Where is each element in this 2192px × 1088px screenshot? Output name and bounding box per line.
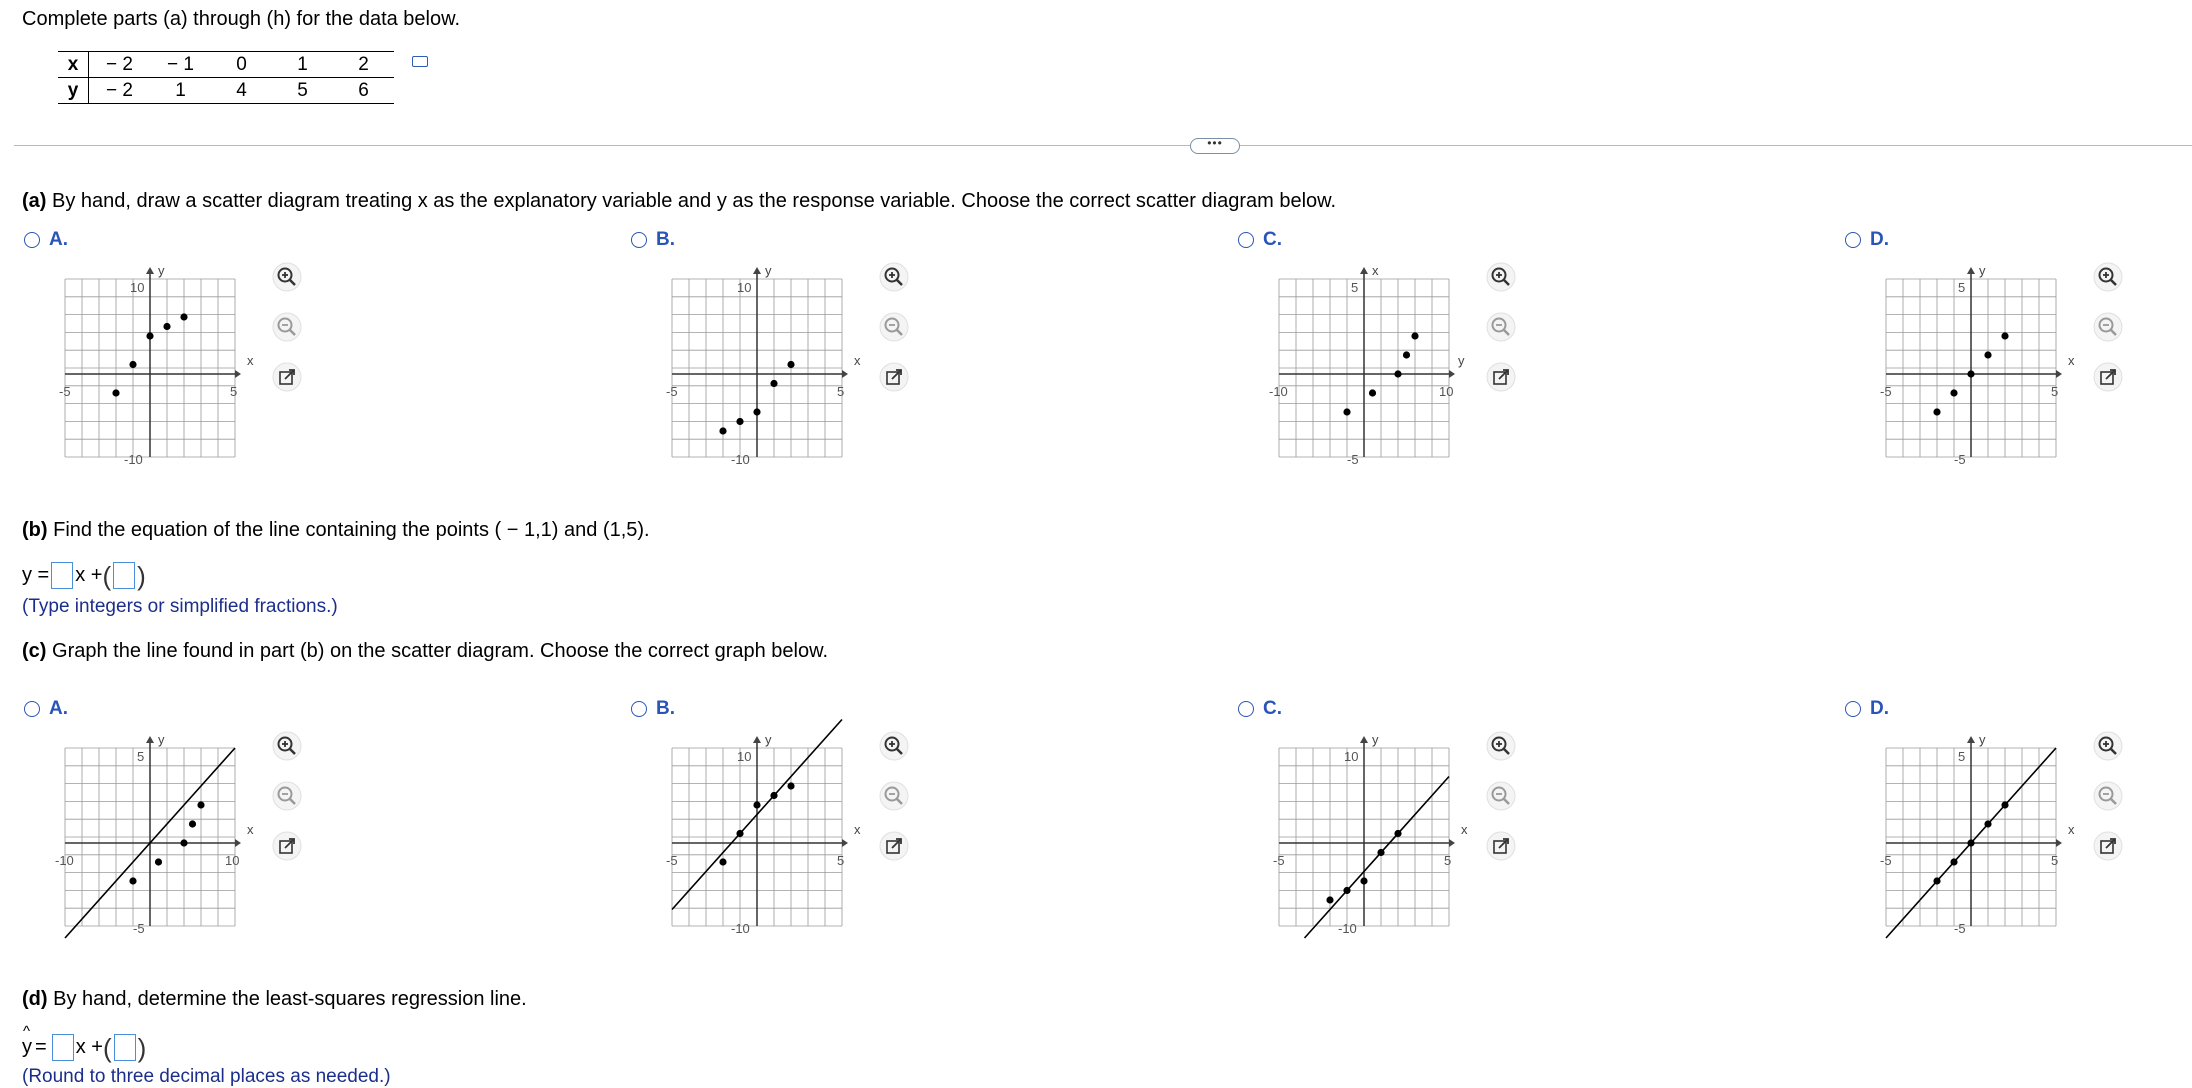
- y-min-label: -10: [731, 452, 750, 467]
- option-c2[interactable]: [631, 698, 675, 720]
- y-hat-symbol: ^ y: [22, 1036, 32, 1059]
- zoom-in-icon[interactable]: [1486, 262, 1516, 292]
- open-new-window-icon[interactable]: [272, 362, 302, 392]
- intercept-input-group: ( ): [102, 1032, 147, 1063]
- x-max-label: 5: [2051, 853, 2059, 868]
- x-header: x: [58, 52, 89, 78]
- option-a1[interactable]: [24, 229, 68, 251]
- data-point: [180, 839, 187, 846]
- data-point: [1950, 389, 1957, 396]
- y-max-label: 5: [137, 749, 145, 764]
- x-value: − 1: [150, 52, 211, 78]
- y-value: 5: [272, 78, 333, 104]
- option-letter: A.: [49, 698, 68, 719]
- x-min-label: -5: [1880, 384, 1892, 399]
- y-axis-label: y: [1372, 732, 1379, 747]
- radio-button[interactable]: [631, 701, 647, 717]
- option-a3[interactable]: [1238, 229, 1282, 251]
- x-min-label: -5: [1880, 853, 1892, 868]
- tools-c3: [1486, 731, 1516, 767]
- data-point: [129, 361, 136, 368]
- radio-button[interactable]: [631, 232, 647, 248]
- open-new-window-icon[interactable]: [2093, 362, 2123, 392]
- x-axis-arrow-icon: [842, 839, 848, 847]
- y-axis-label: y: [1979, 732, 1986, 747]
- part-d-equation: [22, 1034, 146, 1061]
- part-b-label: (b): [22, 519, 48, 541]
- x-axis-label: x: [2068, 353, 2075, 368]
- scatter-graph-a3: [1269, 262, 1465, 467]
- instructions: Complete parts (a) through (h) for the data below.: [22, 8, 461, 30]
- zoom-out-icon[interactable]: [272, 312, 302, 342]
- part-c-question: [22, 640, 828, 663]
- zoom-in-icon[interactable]: [2093, 262, 2123, 292]
- option-letter: C.: [1263, 229, 1282, 250]
- x-axis-label: x: [2068, 822, 2075, 837]
- scatter-graph-a4: [1876, 262, 2075, 467]
- zoom-in-icon[interactable]: [879, 262, 909, 292]
- data-point: [736, 830, 743, 837]
- y-axis-arrow-icon: [753, 267, 761, 274]
- zoom-out-icon[interactable]: [879, 312, 909, 342]
- data-point: [163, 323, 170, 330]
- open-new-window-icon[interactable]: [879, 831, 909, 861]
- scatter-graph-a2: [662, 262, 861, 467]
- data-point: [2001, 332, 2008, 339]
- data-point: [787, 361, 794, 368]
- zoom-out-icon[interactable]: [879, 781, 909, 811]
- y-min-label: -10: [1338, 921, 1357, 936]
- y-axis-arrow-icon: [146, 267, 154, 274]
- part-d-text: By hand, determine the least-squares regression line.: [47, 988, 527, 1010]
- part-d-label: (d): [22, 988, 48, 1010]
- y-max-label: 5: [1958, 749, 1966, 764]
- data-point: [1967, 370, 1974, 377]
- part-b-hint: (Type integers or simplified fractions.): [22, 596, 338, 617]
- data-point: [1394, 370, 1401, 377]
- fitted-line: [1305, 777, 1450, 939]
- y-axis-arrow-icon: [1360, 736, 1368, 743]
- data-point: [189, 820, 196, 827]
- data-point: [753, 801, 760, 808]
- y-value: 6: [333, 78, 394, 104]
- open-new-window-icon[interactable]: [1486, 831, 1516, 861]
- x-max-label: 10: [225, 853, 240, 868]
- intercept-input[interactable]: [113, 562, 135, 589]
- option-a2[interactable]: [631, 229, 675, 251]
- data-point: [1411, 332, 1418, 339]
- tools-a3: [1486, 262, 1516, 298]
- data-point: [146, 332, 153, 339]
- line-graph-c2: [662, 731, 861, 936]
- expand-handle[interactable]: •••: [1190, 138, 1240, 154]
- data-point: [197, 801, 204, 808]
- divider: [14, 145, 2192, 146]
- y-value: 4: [211, 78, 272, 104]
- x-axis-arrow-icon: [235, 370, 241, 378]
- y-axis-arrow-icon: [1967, 267, 1975, 274]
- zoom-in-icon[interactable]: [272, 731, 302, 761]
- radio-button[interactable]: [1845, 701, 1861, 717]
- x-axis-label: x: [247, 353, 254, 368]
- y-axis-arrow-icon: [1360, 267, 1368, 274]
- part-a-label: (a): [22, 190, 47, 212]
- equation-mid: x +: [75, 564, 103, 586]
- y-min-label: -5: [1954, 452, 1966, 467]
- x-max-label: 5: [837, 853, 845, 868]
- data-point: [1343, 887, 1350, 894]
- zoom-in-icon[interactable]: [1486, 731, 1516, 761]
- line-graph-c1: [55, 731, 254, 936]
- x-value: − 2: [89, 52, 151, 78]
- zoom-out-icon[interactable]: [1486, 312, 1516, 342]
- data-point: [1933, 408, 1940, 415]
- tools-c1: [272, 731, 302, 767]
- line-graph-c3: [1269, 731, 1468, 936]
- data-point: [1360, 877, 1367, 884]
- tools-a4: [2093, 262, 2123, 298]
- data-point: [1967, 839, 1974, 846]
- data-table: [58, 51, 394, 104]
- data-point: [1394, 830, 1401, 837]
- data-point: [2001, 801, 2008, 808]
- data-point: [719, 427, 726, 434]
- data-point: [155, 858, 162, 865]
- x-value: 2: [333, 52, 394, 78]
- option-c1[interactable]: [24, 698, 68, 720]
- x-axis-arrow-icon: [2056, 370, 2062, 378]
- data-point: [770, 380, 777, 387]
- x-max-label: 5: [2051, 384, 2059, 399]
- part-d-hint: (Round to three decimal places as needed.): [22, 1066, 391, 1087]
- option-letter: B.: [656, 698, 675, 719]
- y-axis-label: y: [1979, 263, 1986, 278]
- data-point: [1984, 351, 1991, 358]
- y-axis-arrow-icon: [753, 736, 761, 743]
- radio-button[interactable]: [24, 232, 40, 248]
- x-value: 0: [211, 52, 272, 78]
- x-min-label: -5: [59, 384, 71, 399]
- y-min-label: -5: [1347, 452, 1359, 467]
- zoom-in-icon[interactable]: [2093, 731, 2123, 761]
- tools-a1: [272, 262, 302, 298]
- y-axis-label: y: [765, 263, 772, 278]
- y-header: y: [58, 78, 89, 104]
- y-max-label: 10: [130, 280, 145, 295]
- scatter-graph-a1: [55, 262, 254, 467]
- copy-data-icon[interactable]: [412, 56, 428, 67]
- data-point: [719, 858, 726, 865]
- y-min-label: -10: [731, 921, 750, 936]
- y-min-label: -5: [133, 921, 145, 936]
- part-c-text: Graph the line found in part (b) on the scatter diagram. Choose the correct graph below.: [46, 640, 829, 662]
- zoom-out-icon[interactable]: [272, 781, 302, 811]
- intercept-input[interactable]: [114, 1034, 136, 1061]
- y-value: − 2: [89, 78, 151, 104]
- radio-button[interactable]: [1845, 232, 1861, 248]
- data-point: [180, 313, 187, 320]
- open-new-window-icon[interactable]: [272, 831, 302, 861]
- part-c-label: (c): [22, 640, 47, 662]
- y-max-label: 5: [1958, 280, 1966, 295]
- x-axis-arrow-icon: [1449, 370, 1455, 378]
- x-axis-arrow-icon: [2056, 839, 2062, 847]
- x-max-label: 10: [1439, 384, 1454, 399]
- zoom-in-icon[interactable]: [879, 731, 909, 761]
- slope-input[interactable]: [52, 1034, 74, 1061]
- x-axis-label: x: [1461, 822, 1468, 837]
- y-max-label: 5: [1351, 280, 1359, 295]
- y-value: 1: [150, 78, 211, 104]
- x-axis-label: x: [854, 822, 861, 837]
- data-point: [736, 418, 743, 425]
- x-axis-label: x: [854, 353, 861, 368]
- option-letter: D.: [1870, 698, 1889, 719]
- y-min-label: -10: [124, 452, 143, 467]
- x-axis-arrow-icon: [235, 839, 241, 847]
- x-min-label: -10: [55, 853, 74, 868]
- x-max-label: 5: [230, 384, 238, 399]
- part-b-equation: [22, 562, 146, 589]
- data-point: [1950, 858, 1957, 865]
- open-new-window-icon[interactable]: [879, 362, 909, 392]
- data-point: [1377, 849, 1384, 856]
- intercept-input-group: ( ): [102, 560, 146, 591]
- line-graph-c4: [1876, 731, 2075, 936]
- data-point: [1326, 896, 1333, 903]
- x-axis-arrow-icon: [842, 370, 848, 378]
- zoom-out-icon[interactable]: [2093, 312, 2123, 342]
- x-min-label: -10: [1269, 384, 1288, 399]
- x-max-label: 5: [1444, 853, 1452, 868]
- data-point: [112, 389, 119, 396]
- y-max-label: 10: [737, 280, 752, 295]
- equation-lhs: y =: [22, 564, 50, 586]
- y-axis-label: y: [158, 263, 165, 278]
- slope-input[interactable]: [51, 562, 73, 589]
- y-min-label: -5: [1954, 921, 1966, 936]
- x-max-label: 5: [837, 384, 845, 399]
- tools-c2: [879, 731, 909, 767]
- y-max-label: 10: [737, 749, 752, 764]
- equation-mid: x +: [75, 1036, 103, 1058]
- open-new-window-icon[interactable]: [2093, 831, 2123, 861]
- data-point: [129, 877, 136, 884]
- zoom-out-icon[interactable]: [2093, 781, 2123, 811]
- option-a4[interactable]: [1845, 229, 1889, 251]
- part-d-question: [22, 988, 527, 1011]
- part-b-question: [22, 519, 650, 542]
- y-axis-arrow-icon: [146, 736, 154, 743]
- option-letter: A.: [49, 229, 68, 250]
- x-min-label: -5: [1273, 853, 1285, 868]
- radio-button[interactable]: [24, 701, 40, 717]
- zoom-in-icon[interactable]: [272, 262, 302, 292]
- radio-button[interactable]: [1238, 232, 1254, 248]
- y-axis-label: x: [1372, 263, 1379, 278]
- option-letter: B.: [656, 229, 675, 250]
- tools-c4: [2093, 731, 2123, 767]
- zoom-out-icon[interactable]: [1486, 781, 1516, 811]
- radio-button[interactable]: [1238, 701, 1254, 717]
- y-max-label: 10: [1344, 749, 1359, 764]
- x-axis-label: x: [247, 822, 254, 837]
- data-point: [1933, 877, 1940, 884]
- data-point: [770, 792, 777, 799]
- part-a-text: By hand, draw a scatter diagram treating x as the explanatory variable and y as the response variable. Choose the correct scatter diagram below.: [46, 190, 1337, 212]
- data-point: [1369, 389, 1376, 396]
- data-point: [1403, 351, 1410, 358]
- equals-sign: =: [35, 1036, 47, 1058]
- data-point: [753, 408, 760, 415]
- x-value: 1: [272, 52, 333, 78]
- x-axis-arrow-icon: [1449, 839, 1455, 847]
- data-point: [787, 782, 794, 789]
- open-new-window-icon[interactable]: [1486, 362, 1516, 392]
- option-letter: C.: [1263, 698, 1282, 719]
- y-axis-label: y: [158, 732, 165, 747]
- option-c4[interactable]: [1845, 698, 1889, 720]
- option-c3[interactable]: [1238, 698, 1282, 720]
- part-a-question: [22, 190, 1336, 213]
- part-b-text: Find the equation of the line containing the points ( − 1,1) and (1,5).: [47, 519, 650, 541]
- y-axis-label: y: [765, 732, 772, 747]
- x-min-label: -5: [666, 853, 678, 868]
- data-point: [1343, 408, 1350, 415]
- y-axis-arrow-icon: [1967, 736, 1975, 743]
- option-letter: D.: [1870, 229, 1889, 250]
- x-min-label: -5: [666, 384, 678, 399]
- tools-a2: [879, 262, 909, 298]
- x-axis-label: y: [1458, 353, 1465, 368]
- data-point: [1984, 820, 1991, 827]
